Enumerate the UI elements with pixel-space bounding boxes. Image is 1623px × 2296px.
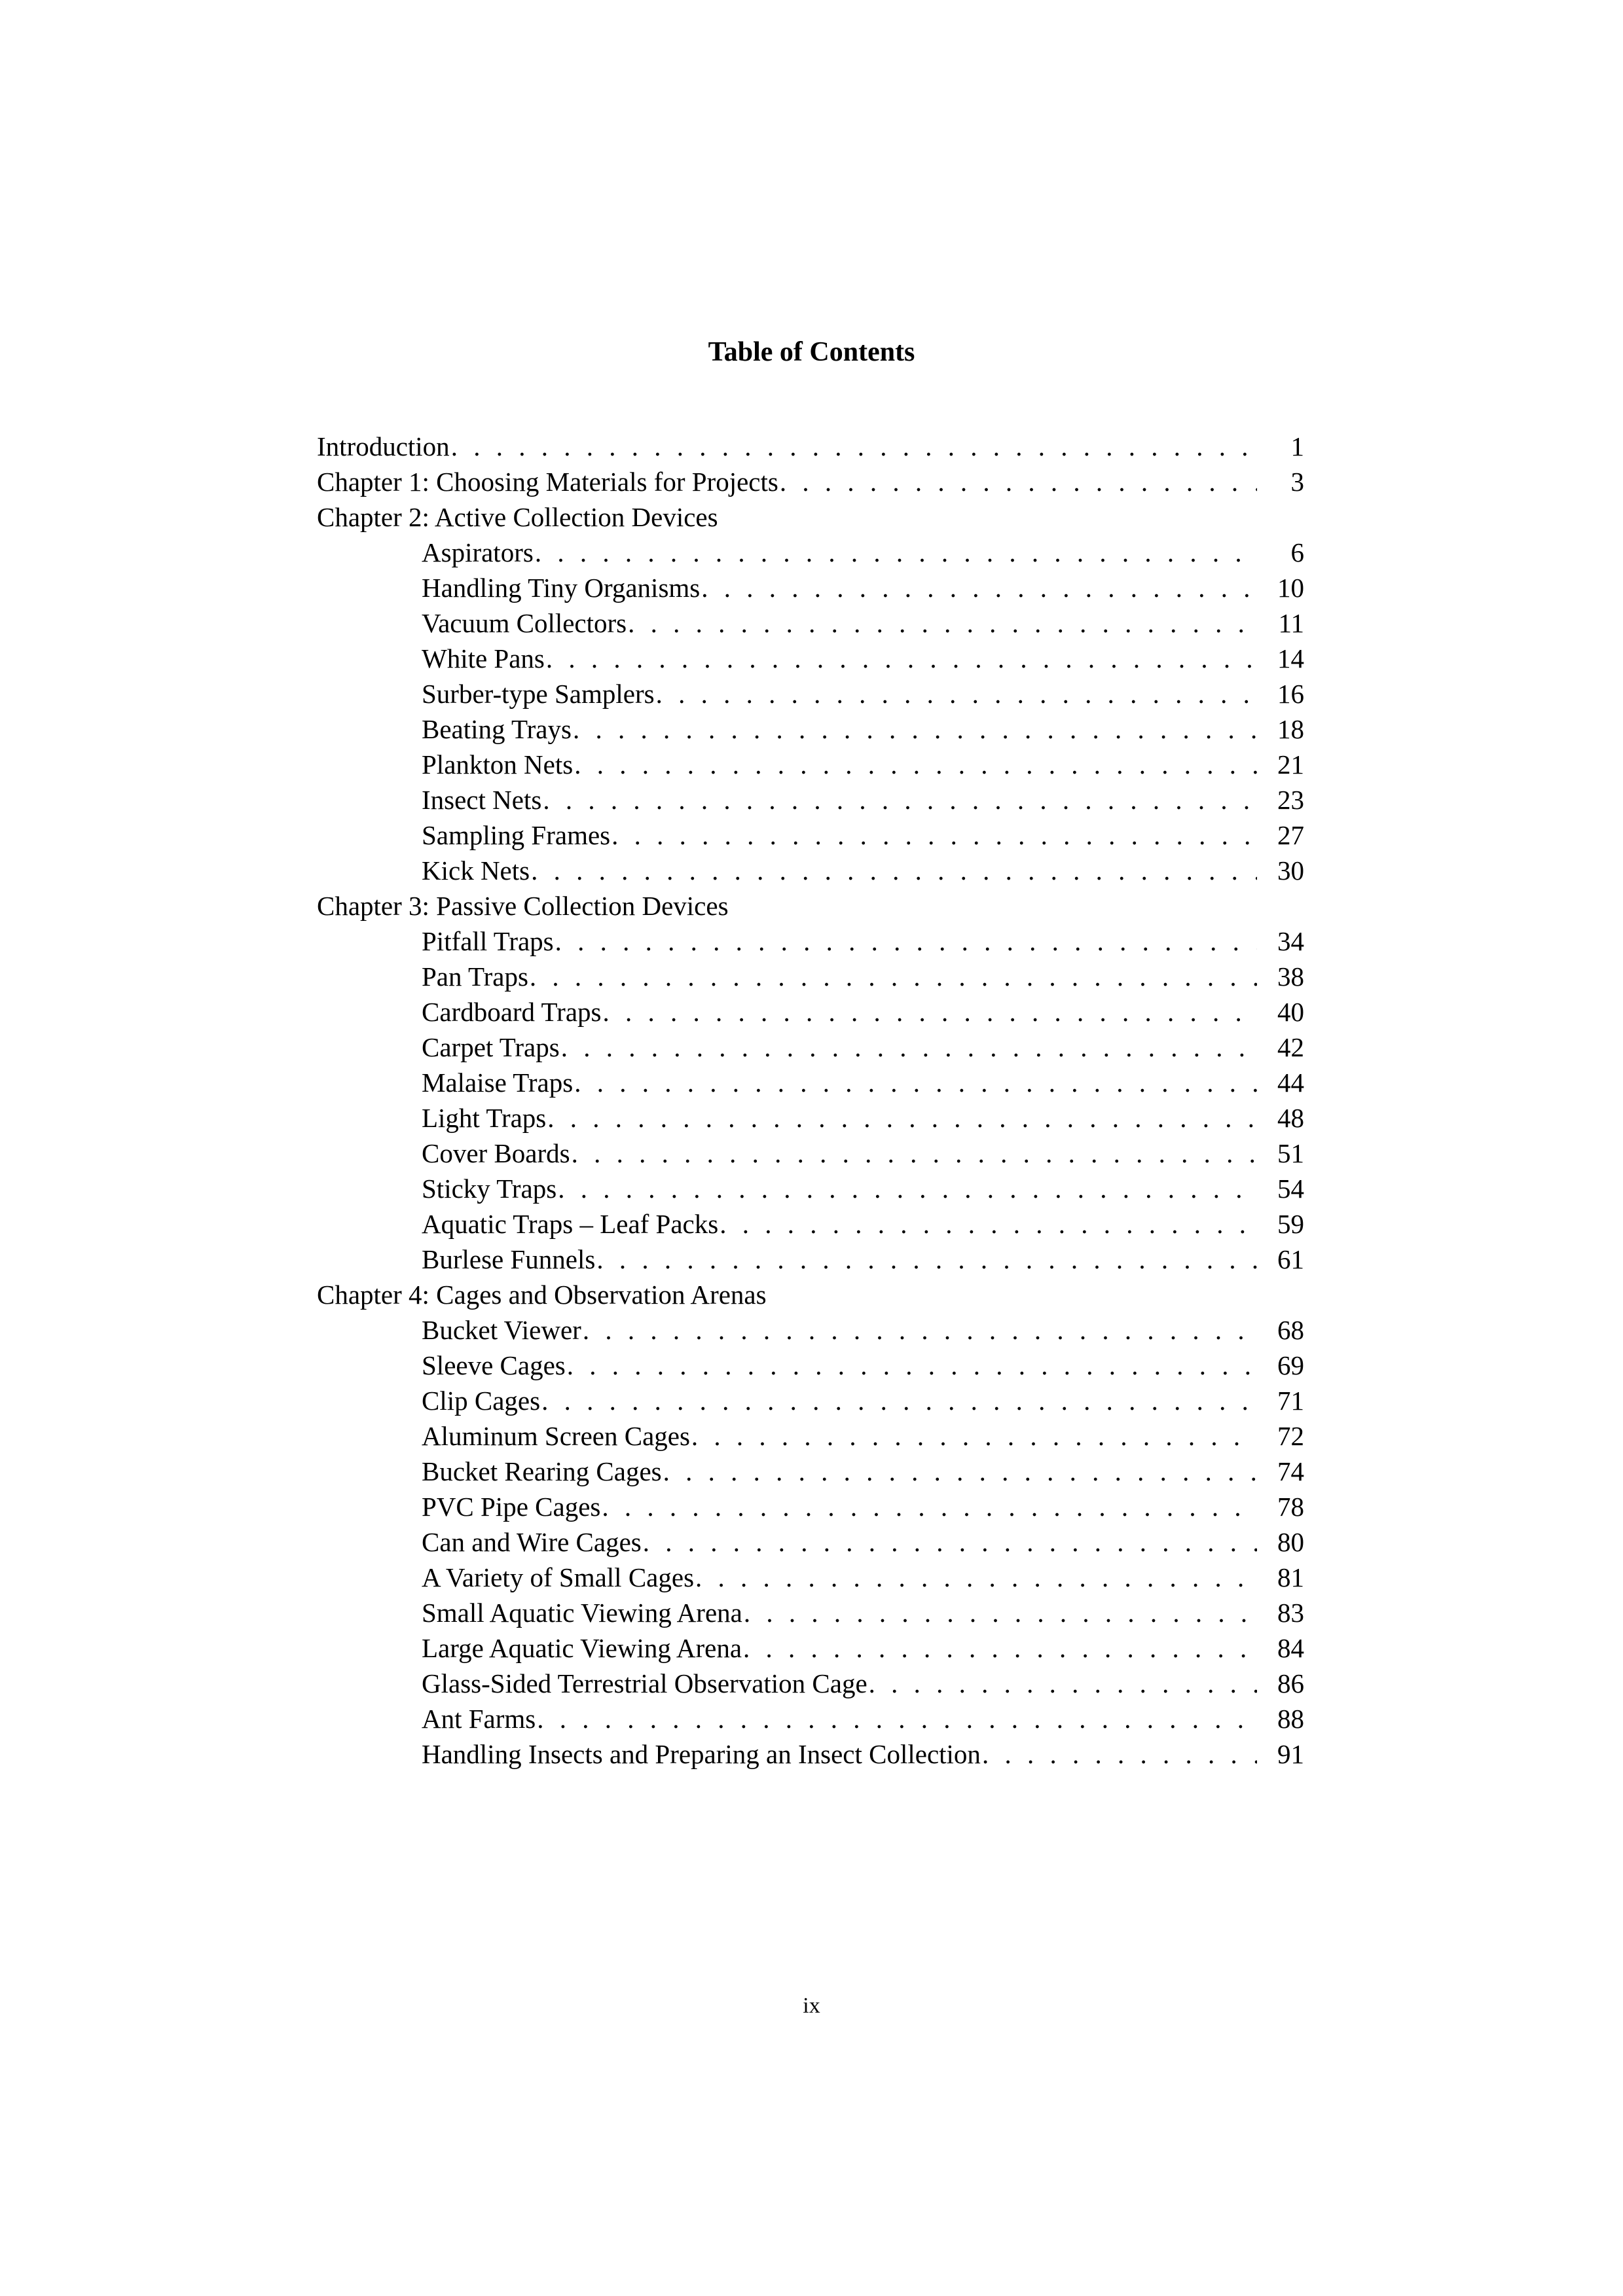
toc-entry — [317, 1524, 1304, 1560]
toc-entry-label: Bucket Rearing Cages — [422, 1456, 662, 1486]
toc-entry-label: Handling Tiny Organisms — [422, 573, 701, 603]
dot-leader — [744, 1595, 1257, 1630]
dot-leader — [530, 959, 1257, 994]
toc-entry-page: 11 — [1278, 608, 1304, 638]
toc-entry-label: Ant Farms — [422, 1704, 536, 1734]
toc-entry-page: 21 — [1277, 749, 1304, 780]
toc-entry-page: 86 — [1277, 1668, 1304, 1698]
toc-entry-label: Introduction — [317, 431, 450, 461]
toc-entry-label: Kick Nets — [422, 855, 530, 886]
toc-entry — [317, 535, 1304, 570]
dot-leader — [567, 1348, 1257, 1383]
toc-entry-label: Small Aquatic Viewing Arena — [422, 1598, 742, 1628]
toc-entry-page: 3 — [1290, 467, 1304, 497]
toc-entry-label: Handling Insects and Preparing an Insect Collection — [422, 1739, 981, 1769]
dot-leader — [572, 1136, 1257, 1171]
toc-entry — [317, 676, 1304, 711]
dot-leader — [982, 1736, 1257, 1772]
toc-entry-label: Burlese Funnels — [422, 1244, 596, 1274]
dot-leader — [743, 1630, 1257, 1666]
toc-entry — [317, 570, 1304, 605]
toc-entry-page: 1 — [1290, 431, 1304, 461]
toc-entry-label: Chapter 4: Cages and Observation Arenas — [317, 1280, 767, 1310]
toc-entry-label: Sampling Frames — [422, 820, 611, 850]
toc-entry — [317, 711, 1304, 747]
toc-entry-label: Bucket Viewer — [422, 1315, 581, 1345]
toc-chapter-entry — [317, 1277, 1304, 1312]
toc-entry — [317, 641, 1304, 676]
toc-entry-label: Chapter 1: Choosing Materials for Projects — [317, 467, 778, 497]
toc-entry-label: Chapter 3: Passive Collection Devices — [317, 891, 729, 921]
toc-entry-label: Vacuum Collectors — [422, 608, 627, 638]
toc-entry — [317, 924, 1304, 959]
toc-entry — [317, 1206, 1304, 1242]
toc-entry-page: 74 — [1277, 1456, 1304, 1486]
toc-entry-page: 54 — [1277, 1174, 1304, 1204]
toc-entry-label: A Variety of Small Cages — [422, 1562, 695, 1592]
toc-entry-page: 38 — [1277, 961, 1304, 992]
dot-leader — [543, 782, 1257, 817]
toc-entry-label: PVC Pipe Cages — [422, 1492, 601, 1522]
dot-leader — [691, 1418, 1257, 1454]
toc-entry — [317, 1418, 1304, 1454]
toc-entry-label: Malaise Traps — [422, 1067, 574, 1098]
toc-entry-page: 48 — [1277, 1103, 1304, 1133]
toc-entry — [317, 782, 1304, 817]
toc-entry-label: Clip Cages — [422, 1386, 541, 1416]
toc-entry-page: 10 — [1277, 573, 1304, 603]
toc-entry-label: Aspirators — [422, 537, 534, 567]
toc-entry-page: 6 — [1290, 537, 1304, 567]
toc-entry-page: 80 — [1277, 1527, 1304, 1557]
toc-entry-page: 88 — [1277, 1704, 1304, 1734]
dot-leader — [663, 1454, 1257, 1489]
dot-leader — [701, 570, 1257, 605]
toc-entry-label: Glass-Sided Terrestrial Observation Cage — [422, 1668, 867, 1698]
toc-entry — [317, 1454, 1304, 1489]
toc-entry-label: Light Traps — [422, 1103, 547, 1133]
toc-entry — [317, 747, 1304, 782]
dot-leader — [780, 464, 1257, 499]
toc-entry-page: 81 — [1277, 1562, 1304, 1592]
toc-entry-page: 68 — [1277, 1315, 1304, 1345]
toc-entry — [317, 853, 1304, 888]
toc-entry — [317, 1312, 1304, 1348]
toc-entry — [317, 1065, 1304, 1100]
dot-leader — [643, 1524, 1257, 1560]
toc-entry-label: Pitfall Traps — [422, 926, 554, 956]
dot-leader — [541, 1383, 1257, 1418]
dot-leader — [602, 994, 1257, 1030]
toc-entry-label: White Pans — [422, 643, 545, 673]
dot-leader — [535, 535, 1257, 570]
toc-entry — [317, 994, 1304, 1030]
table-of-contents — [317, 429, 1304, 1772]
toc-entry-page: 18 — [1277, 714, 1304, 744]
toc-entry-page: 30 — [1277, 855, 1304, 886]
toc-entry — [317, 1030, 1304, 1065]
toc-entry-page: 59 — [1277, 1209, 1304, 1239]
toc-entry-label: Aquatic Traps – Leaf Packs — [422, 1209, 719, 1239]
toc-entry-page: 14 — [1277, 643, 1304, 673]
toc-entry — [317, 1242, 1304, 1277]
toc-entry-label: Chapter 2: Active Collection Devices — [317, 502, 718, 532]
toc-entry-page: 84 — [1277, 1633, 1304, 1663]
dot-leader — [537, 1701, 1257, 1736]
toc-entry-label: Large Aquatic Viewing Arena — [422, 1633, 742, 1663]
toc-entry-label: Insect Nets — [422, 785, 542, 815]
toc-entry-label: Sleeve Cages — [422, 1350, 566, 1380]
toc-entry-label: Beating Trays — [422, 714, 572, 744]
toc-chapter-entry — [317, 464, 1304, 499]
toc-chapter-entry — [317, 499, 1304, 535]
dot-leader — [596, 1242, 1257, 1277]
toc-entry-label: Plankton Nets — [422, 749, 574, 780]
toc-entry-page: 61 — [1277, 1244, 1304, 1274]
dot-leader — [451, 429, 1257, 464]
toc-entry — [317, 1630, 1304, 1666]
toc-entry-label: Cardboard Traps — [422, 997, 602, 1027]
toc-entry — [317, 1383, 1304, 1418]
toc-chapter-entry — [317, 429, 1304, 464]
toc-entry-page: 23 — [1277, 785, 1304, 815]
dot-leader — [573, 711, 1257, 747]
toc-entry-page: 71 — [1277, 1386, 1304, 1416]
dot-leader — [547, 1100, 1257, 1136]
toc-entry — [317, 1666, 1304, 1701]
toc-entry-page: 16 — [1277, 679, 1304, 709]
toc-entry — [317, 1595, 1304, 1630]
dot-leader — [574, 1065, 1257, 1100]
dot-leader — [574, 747, 1257, 782]
dot-leader — [695, 1560, 1257, 1595]
toc-entry-page: 44 — [1277, 1067, 1304, 1098]
toc-entry — [317, 1489, 1304, 1524]
toc-entry — [317, 1736, 1304, 1772]
toc-entry-page: 83 — [1277, 1598, 1304, 1628]
dot-leader — [869, 1666, 1257, 1701]
dot-leader — [628, 605, 1257, 641]
toc-entry — [317, 1560, 1304, 1595]
toc-entry-label: Cover Boards — [422, 1138, 570, 1168]
toc-entry — [317, 1136, 1304, 1171]
page-number: ix — [803, 1994, 820, 2018]
toc-entry-page: 51 — [1277, 1138, 1304, 1168]
dot-leader — [561, 1030, 1257, 1065]
toc-entry-page: 78 — [1277, 1492, 1304, 1522]
dot-leader — [546, 641, 1257, 676]
dot-leader — [656, 676, 1257, 711]
toc-entry-page: 40 — [1277, 997, 1304, 1027]
toc-entry — [317, 1701, 1304, 1736]
dot-leader — [720, 1206, 1257, 1242]
dot-leader — [531, 853, 1257, 888]
toc-entry-label: Surber-type Samplers — [422, 679, 655, 709]
toc-entry — [317, 817, 1304, 853]
toc-entry-page: 72 — [1277, 1421, 1304, 1451]
toc-entry-page: 34 — [1277, 926, 1304, 956]
toc-entry — [317, 1171, 1304, 1206]
toc-entry-label: Pan Traps — [422, 961, 528, 992]
dot-leader — [611, 817, 1257, 853]
toc-entry-page: 27 — [1277, 820, 1304, 850]
toc-entry — [317, 959, 1304, 994]
toc-entry — [317, 1100, 1304, 1136]
toc-entry-label: Aluminum Screen Cages — [422, 1421, 690, 1451]
page-title: Table of Contents — [708, 337, 915, 367]
toc-entry-label: Can and Wire Cages — [422, 1527, 642, 1557]
toc-entry-page: 69 — [1277, 1350, 1304, 1380]
toc-chapter-entry — [317, 888, 1304, 924]
dot-leader — [555, 924, 1257, 959]
toc-entry-label: Carpet Traps — [422, 1032, 560, 1062]
dot-leader — [558, 1171, 1257, 1206]
toc-entry — [317, 1348, 1304, 1383]
dot-leader — [583, 1312, 1257, 1348]
toc-entry-label: Sticky Traps — [422, 1174, 557, 1204]
toc-entry — [317, 605, 1304, 641]
dot-leader — [602, 1489, 1257, 1524]
toc-entry-page: 42 — [1277, 1032, 1304, 1062]
toc-entry-page: 91 — [1277, 1739, 1304, 1769]
